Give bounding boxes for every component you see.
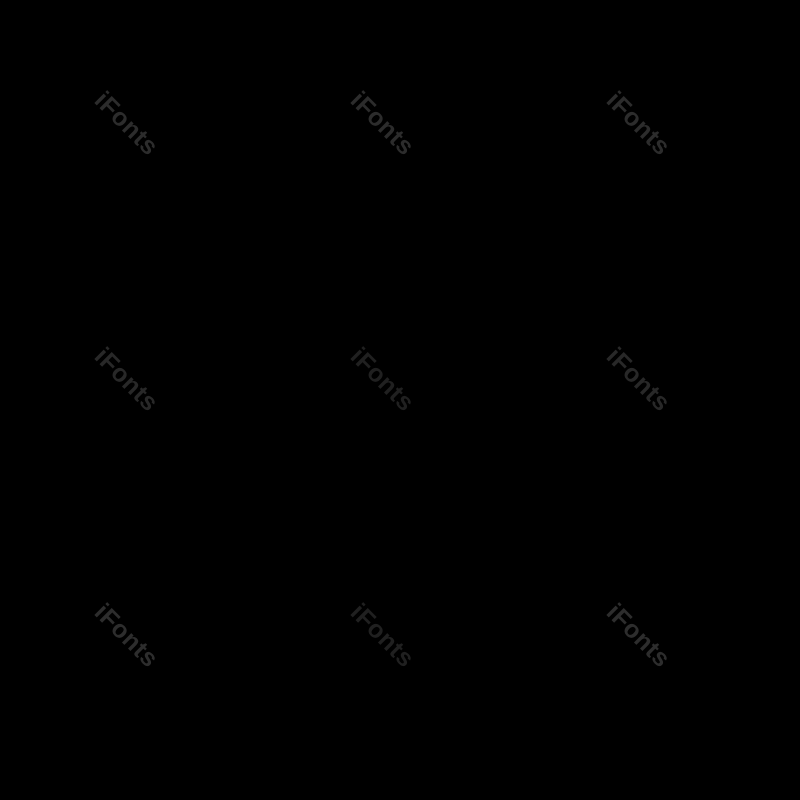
watermark-label: iFonts — [88, 86, 164, 162]
watermark-label: iFonts — [600, 86, 676, 162]
watermark-label: iFonts — [600, 598, 676, 674]
watermark-label: iFonts — [344, 86, 420, 162]
watermark-label: iFonts — [88, 598, 164, 674]
watermark-label: iFonts — [344, 342, 420, 418]
watermark-label: iFonts — [344, 598, 420, 674]
watermark-label: iFonts — [600, 342, 676, 418]
watermark-label: iFonts — [88, 342, 164, 418]
